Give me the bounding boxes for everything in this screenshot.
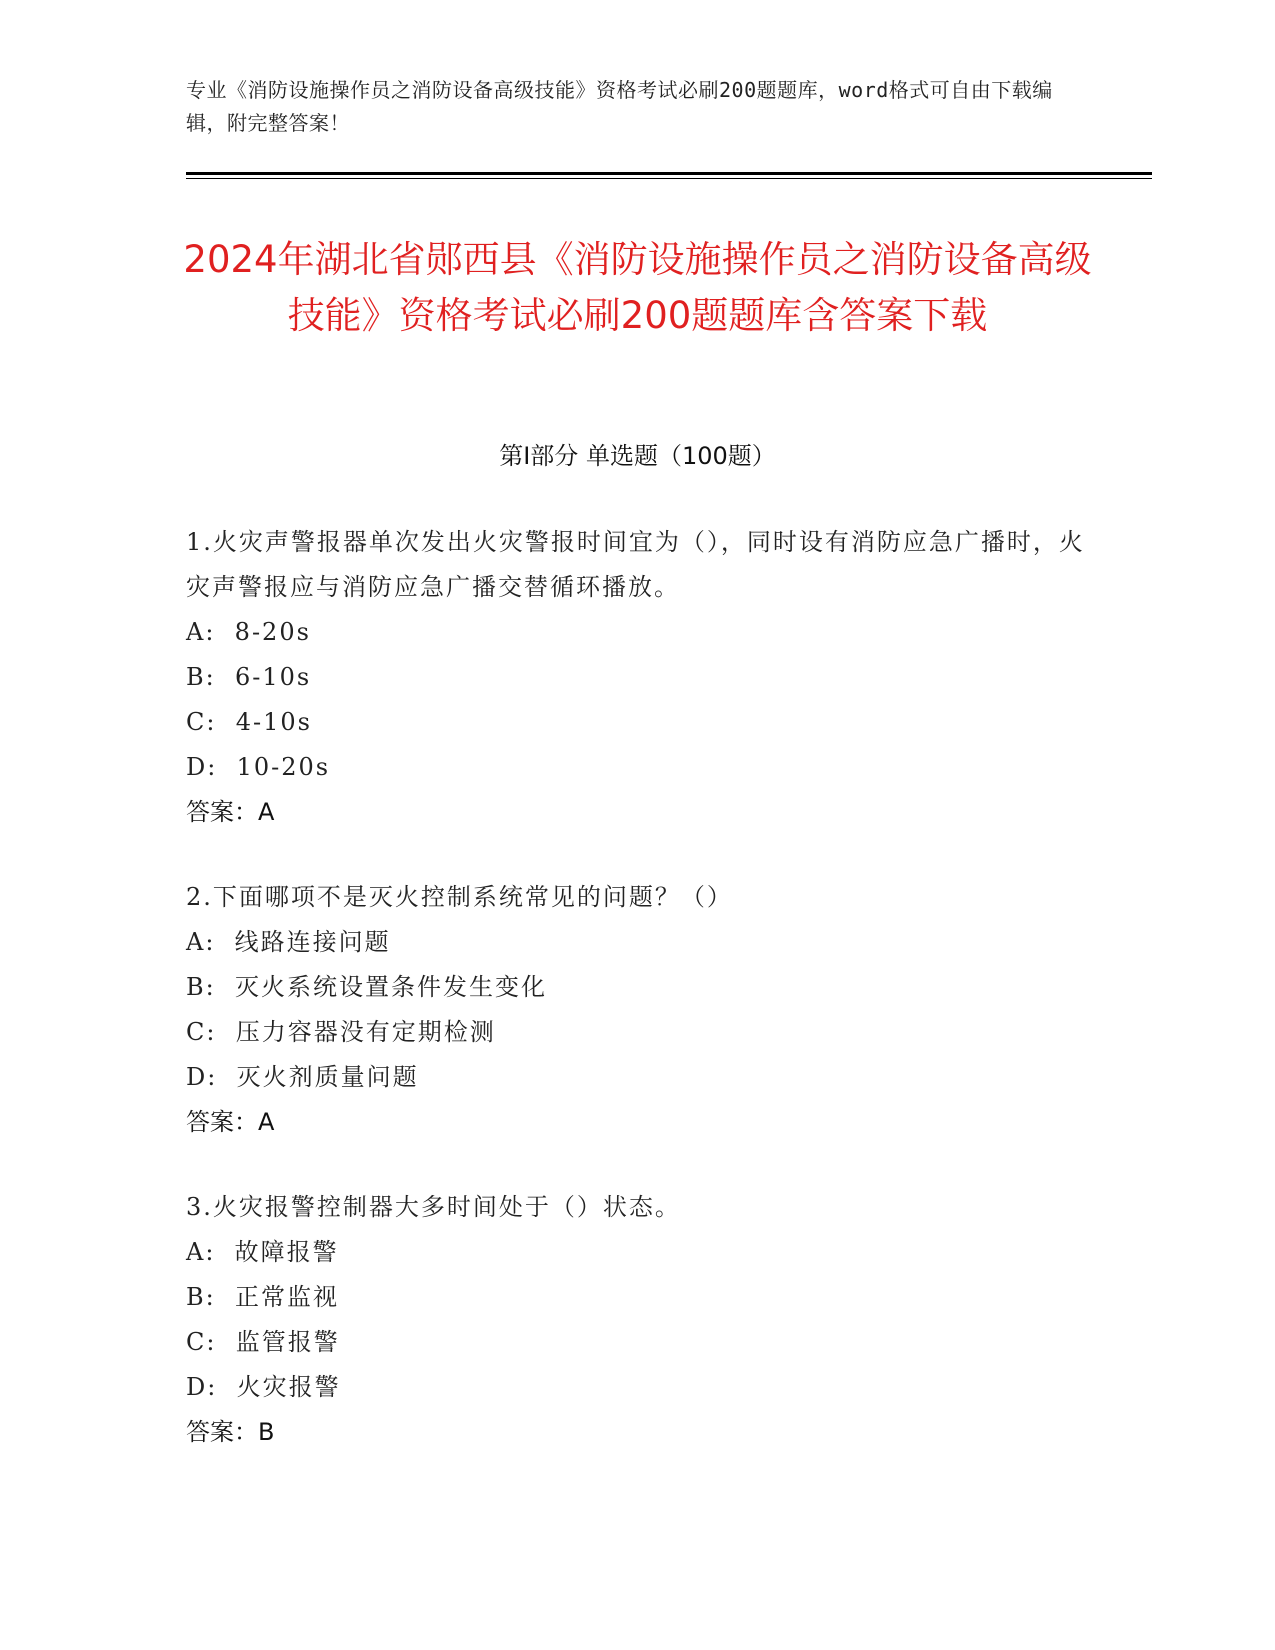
option-c: C: 监管报警: [186, 1328, 340, 1356]
option-d: D: 灭火剂质量问题: [186, 1063, 419, 1091]
question-2: [186, 875, 1086, 1145]
option-b: B: 灭火系统设置条件发生变化: [186, 973, 547, 1001]
question-3: [186, 1185, 1086, 1455]
question-stem: 2.下面哪项不是灭火控制系统常见的问题？（）: [186, 883, 733, 911]
section-title: 第Ⅰ部分 单选题（100题）: [499, 442, 776, 470]
answer-line: 答案：B: [186, 1418, 275, 1446]
question-1: [186, 520, 1086, 835]
answer-line: 答案：A: [186, 1108, 275, 1136]
option-b: B: 正常监视: [186, 1283, 339, 1311]
option-c: C: 4-10s: [186, 708, 312, 736]
question-stem: 3.火灾报警控制器大多时间处于（）状态。: [186, 1193, 681, 1221]
header-note: 专业《消防设施操作员之消防设备高级技能》资格考试必刷200题题库，word格式可自由下载编辑，附完整答案！: [186, 78, 1053, 135]
option-a: A: 线路连接问题: [186, 928, 391, 956]
option-a: A: 8-20s: [186, 618, 311, 646]
header-divider-thin: [186, 178, 1152, 179]
answer-line: 答案：A: [186, 798, 275, 826]
document-title: 2024年湖北省郧西县《消防设施操作员之消防设备高级技能》资格考试必刷200题题库含答案下载: [183, 238, 1092, 337]
question-list: [186, 520, 1086, 1495]
question-stem: 1.火灾声警报器单次发出火灾警报时间宜为（），同时设有消防应急广播时，火灾声警报应与消防应急广播交替循环播放。: [186, 528, 1085, 601]
option-b: B: 6-10s: [186, 663, 312, 691]
option-a: A: 故障报警: [186, 1238, 339, 1266]
option-d: D: 10-20s: [186, 753, 331, 781]
option-d: D: 火灾报警: [186, 1373, 341, 1401]
option-c: C: 压力容器没有定期检测: [186, 1018, 496, 1046]
header-divider-thick: [186, 172, 1152, 175]
